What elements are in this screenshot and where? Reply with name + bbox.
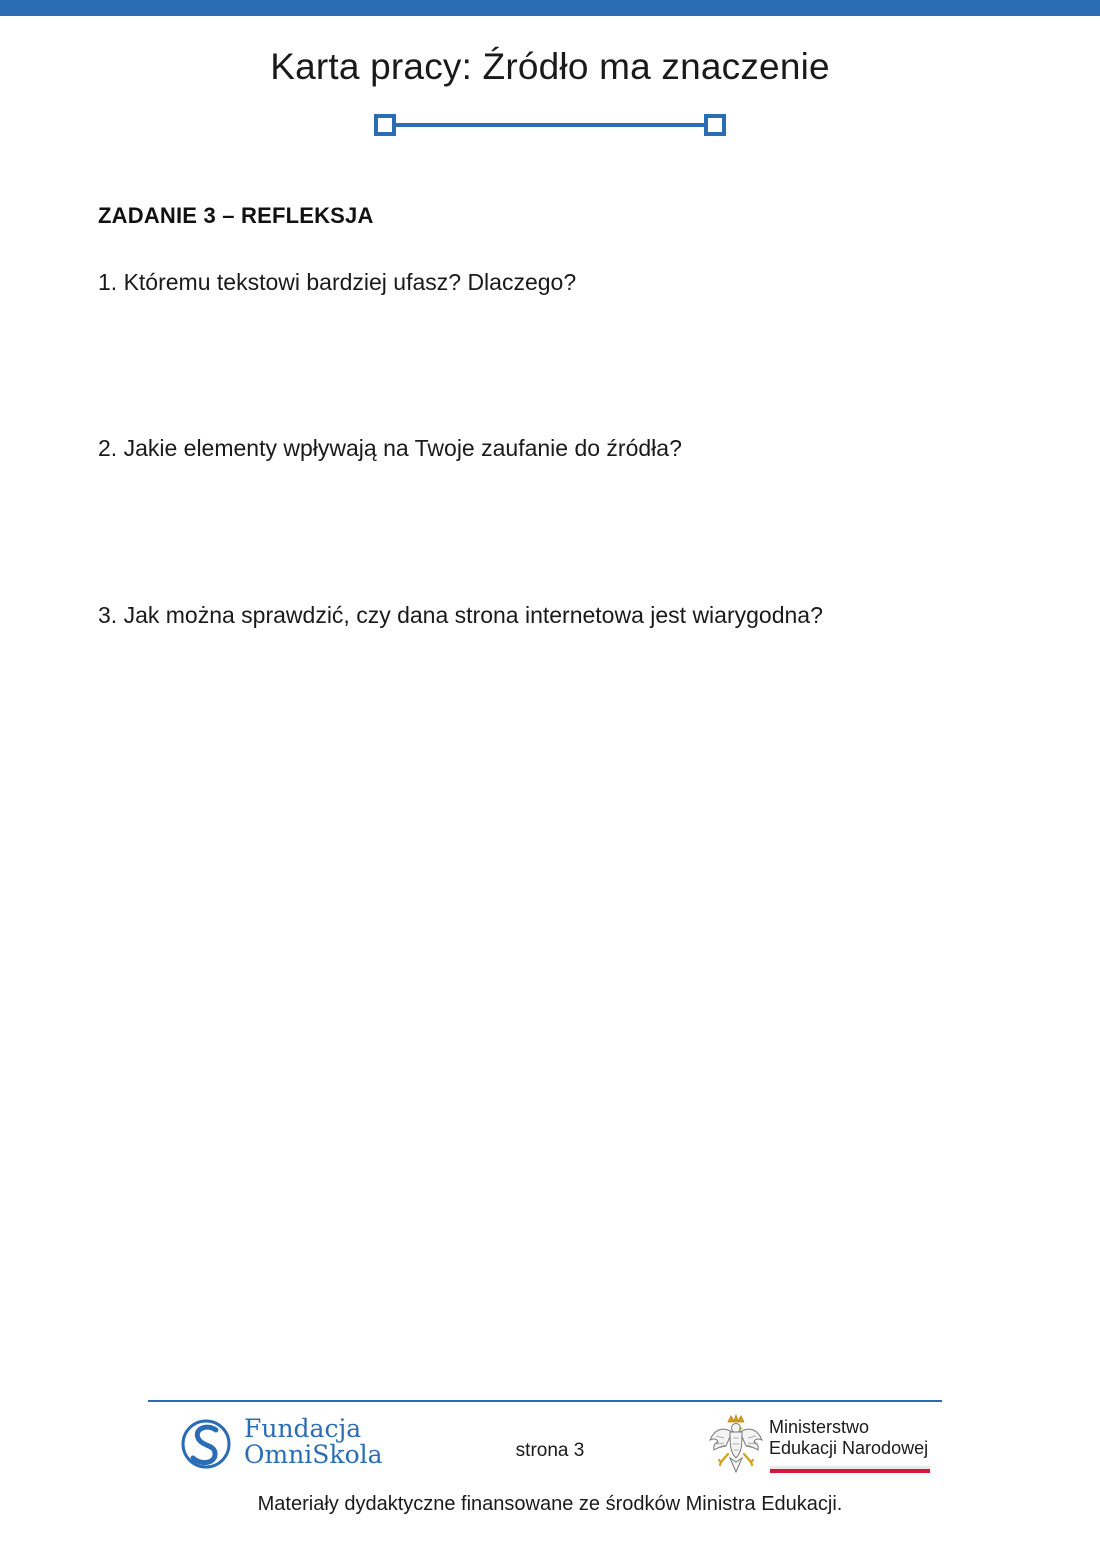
foundation-name-line1: Fundacja [244, 1414, 362, 1443]
question-3: 3. Jak można sprawdzić, czy dana strona internetowa jest wiarygodna? [98, 602, 823, 628]
funding-note: Materiały dydaktyczne finansowane ze środków Ministra Edukacji. [257, 1493, 843, 1515]
footer-divider [148, 1400, 942, 1402]
task-heading: ZADANIE 3 – REFLEKSJA [98, 203, 374, 228]
title-decorative-rule [374, 114, 726, 136]
page-title: Karta pracy: Źródło ma znaczenie [270, 46, 830, 87]
ministry-name-line1: Ministerstwo [769, 1417, 870, 1437]
ministry-name [769, 1417, 928, 1459]
ministry-name-line2: Edukacji Narodowej [769, 1438, 929, 1458]
ministry-flag-stripe [770, 1466, 930, 1473]
ministry-logo [706, 1412, 946, 1478]
foundation-name-line2: OmniSkola [244, 1440, 383, 1469]
page-number: strona 3 [515, 1440, 585, 1461]
question-1: 1. Któremu tekstowi bardziej ufasz? Dlaczego? [98, 269, 577, 295]
top-accent-bar [0, 0, 1100, 16]
question-2: 2. Jakie elementy wpływają na Twoje zaufanie do źródła? [98, 435, 682, 461]
polish-eagle-emblem-icon [708, 1414, 764, 1476]
